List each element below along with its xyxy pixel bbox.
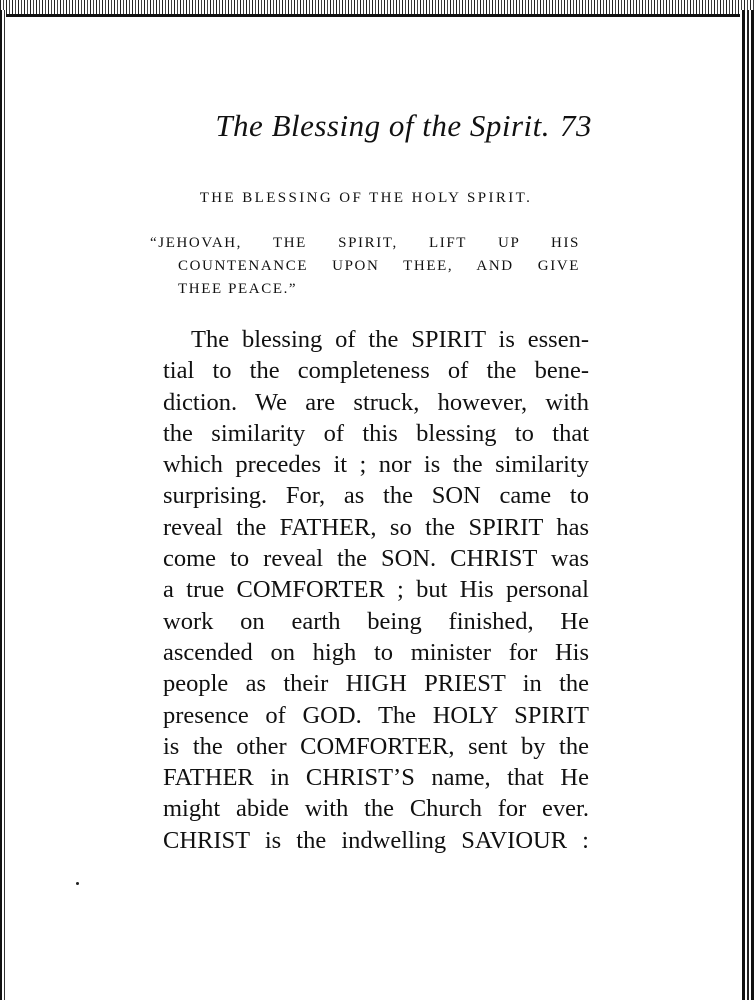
running-title: The Blessing of the Spirit. xyxy=(215,108,550,143)
scan-left-edge xyxy=(0,10,6,1000)
section-title: THE BLESSING OF THE HOLY SPIRIT. xyxy=(199,190,533,206)
body-line: CHRIST is the indwelling SAVIOUR : xyxy=(163,826,589,854)
body-paragraph xyxy=(163,324,589,856)
body-line: people as their HIGH PRIEST in the xyxy=(163,670,589,698)
epigraph-line: “JEHOVAH, THE SPIRIT, LIFT UP HIS xyxy=(150,235,580,251)
body-line: diction. We are struck, however, with xyxy=(163,388,589,416)
scan-right-edge xyxy=(740,10,754,1000)
body-line: come to reveal the SON. CHRIST was xyxy=(163,545,589,573)
page-number: 73 xyxy=(560,108,592,143)
body-line: might abide with the Church for ever. xyxy=(163,795,589,823)
body-line: ascended on high to minister for His xyxy=(163,638,589,666)
body-line: surprising. For, as the SON came to xyxy=(163,482,589,510)
body-line: reveal the FATHER, so the SPIRIT has xyxy=(163,513,589,541)
epigraph xyxy=(150,232,580,301)
body-line: tial to the completeness of the bene- xyxy=(163,357,589,385)
body-line: work on earth being finished, He xyxy=(163,607,589,635)
body-line: which precedes it ; nor is the similarity xyxy=(163,451,589,479)
body-line: FATHER in CHRIST’S name, that He xyxy=(163,764,589,792)
scan-speck xyxy=(76,882,79,885)
body-line: a true COMFORTER ; but His personal xyxy=(163,576,589,604)
body-line: The blessing of the SPIRIT is essen- xyxy=(191,326,589,353)
running-head xyxy=(160,108,592,144)
body-line: is the other COMFORTER, sent by the xyxy=(163,732,589,760)
scan-top-rule xyxy=(0,14,754,17)
body-line: the similarity of this blessing to that xyxy=(163,419,589,447)
epigraph-line: COUNTENANCE UPON THEE, AND GIVE xyxy=(178,258,580,274)
epigraph-line: THEE PEACE.” xyxy=(178,281,298,297)
body-line: presence of GOD. The HOLY SPIRIT xyxy=(163,701,589,729)
